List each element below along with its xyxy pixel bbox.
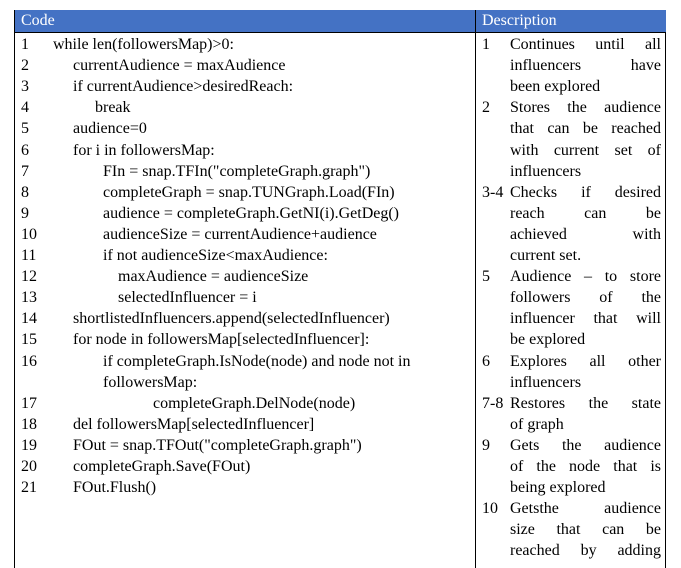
line-number: 9 bbox=[21, 204, 29, 222]
description-line bbox=[478, 76, 664, 97]
line-number: 4 bbox=[21, 99, 29, 117]
description-text: Continues until all bbox=[510, 36, 661, 53]
description-line bbox=[478, 519, 664, 540]
description-line bbox=[478, 266, 664, 287]
code-text: while len(followersMap)>0: bbox=[53, 36, 234, 53]
description-text: influencer that will bbox=[510, 310, 661, 328]
line-number: 15 bbox=[21, 331, 37, 349]
line-number: 19 bbox=[21, 436, 37, 454]
description-text: Gets the audience bbox=[510, 436, 661, 454]
code-description-table bbox=[14, 10, 666, 568]
description-line bbox=[478, 55, 664, 76]
code-text: completeGraph.DelNode(node) bbox=[153, 394, 356, 412]
description-line bbox=[478, 34, 664, 55]
code-text: FOut.Flush() bbox=[73, 479, 157, 497]
code-text: for i in followersMap: bbox=[73, 141, 215, 159]
description-text: Restores the state bbox=[510, 394, 661, 412]
description-line bbox=[478, 351, 664, 372]
code-text: if not audienceSize<maxAudience: bbox=[103, 247, 328, 264]
description-line bbox=[478, 414, 664, 435]
line-number: 21 bbox=[21, 479, 37, 497]
description-text: size that can be bbox=[510, 521, 661, 539]
description-line bbox=[478, 477, 664, 498]
description-text: reached by adding bbox=[510, 542, 661, 560]
description-line bbox=[478, 118, 664, 139]
description-line bbox=[478, 372, 664, 393]
description-step-number: 3-4 bbox=[482, 183, 504, 201]
description-line bbox=[478, 393, 664, 414]
code-text: currentAudience = maxAudience bbox=[73, 57, 286, 75]
description-line bbox=[478, 224, 664, 245]
description-text: Getsthe audience bbox=[510, 500, 661, 518]
description-text: being explored bbox=[510, 479, 606, 497]
description-line bbox=[478, 456, 664, 477]
description-step-number: 2 bbox=[482, 99, 490, 117]
description-text: Checks if desired bbox=[510, 183, 661, 201]
code-text: followersMap: bbox=[103, 373, 198, 391]
line-number: 20 bbox=[21, 458, 37, 475]
line-number: 5 bbox=[21, 120, 29, 138]
line-number: 16 bbox=[21, 352, 37, 370]
description-line bbox=[478, 203, 664, 224]
description-text: followers of the bbox=[510, 289, 661, 307]
description-step-number: 6 bbox=[482, 352, 490, 370]
description-line bbox=[478, 97, 664, 118]
description-line bbox=[478, 161, 664, 182]
description-line bbox=[478, 287, 664, 308]
code-text: audience = completeGraph.GetNI(i).GetDeg() bbox=[103, 204, 399, 222]
description-text: be explored bbox=[510, 331, 586, 349]
code-text: if completeGraph.IsNode(node) and node not in bbox=[103, 352, 411, 370]
line-number: 2 bbox=[21, 57, 29, 75]
description-step-number: 5 bbox=[482, 268, 490, 286]
description-line bbox=[478, 182, 664, 203]
header-divider bbox=[15, 32, 665, 33]
description-text: current set. bbox=[510, 247, 582, 264]
description-line bbox=[478, 498, 664, 519]
line-number: 14 bbox=[21, 310, 37, 328]
description-text: reach can be bbox=[510, 204, 661, 222]
code-column-header: Code bbox=[15, 10, 475, 32]
description-text: of the node that is bbox=[510, 458, 661, 475]
line-number: 7 bbox=[21, 162, 29, 180]
code-text: if currentAudience>desiredReach: bbox=[73, 78, 294, 96]
description-line bbox=[478, 140, 664, 161]
description-text: Audience – to store bbox=[510, 268, 661, 286]
description-text: Stores the audience bbox=[510, 99, 661, 117]
code-text: break bbox=[95, 99, 131, 117]
description-step-number: 10 bbox=[482, 500, 498, 518]
line-number: 10 bbox=[21, 225, 37, 243]
code-text: FOut = snap.TFOut("completeGraph.graph") bbox=[73, 436, 362, 454]
line-number: 1 bbox=[21, 36, 29, 53]
description-text: achieved with bbox=[510, 225, 661, 243]
description-text: influencers bbox=[510, 373, 582, 391]
code-text: maxAudience = audienceSize bbox=[118, 268, 309, 286]
code-text: shortlistedInfluencers.append(selectedInfluencer) bbox=[73, 310, 390, 328]
description-step-number: 7-8 bbox=[482, 394, 504, 412]
code-text: for node in followersMap[selectedInfluencer]: bbox=[73, 331, 370, 349]
description-line bbox=[478, 245, 664, 266]
line-number: 12 bbox=[21, 268, 37, 286]
code-text: completeGraph = snap.TUNGraph.Load(FIn) bbox=[103, 183, 395, 201]
description-line bbox=[478, 435, 664, 456]
description-text: with current set of bbox=[510, 141, 661, 159]
description-line bbox=[478, 329, 664, 350]
description-line bbox=[478, 540, 664, 561]
description-text: Explores all other bbox=[510, 352, 661, 370]
line-number: 3 bbox=[21, 78, 29, 96]
description-text: influencers bbox=[510, 162, 582, 180]
code-text: selectedInfluencer = i bbox=[118, 289, 257, 307]
description-text: been explored bbox=[510, 78, 601, 96]
line-number: 17 bbox=[21, 394, 37, 412]
description-text: influencers have bbox=[510, 57, 661, 75]
description-step-number: 9 bbox=[482, 436, 490, 454]
code-text: del followersMap[selectedInfluencer] bbox=[73, 415, 315, 433]
line-number: 6 bbox=[21, 141, 29, 159]
description-line bbox=[478, 308, 664, 329]
description-text: that can be reached bbox=[510, 120, 661, 138]
code-text: completeGraph.Save(FOut) bbox=[73, 458, 251, 475]
code-text: FIn = snap.TFIn("completeGraph.graph") bbox=[103, 162, 371, 180]
column-divider bbox=[475, 10, 476, 568]
line-number: 13 bbox=[21, 289, 37, 307]
code-text: audienceSize = currentAudience+audience bbox=[103, 225, 377, 243]
description-column-header: Description bbox=[476, 10, 666, 32]
line-number: 8 bbox=[21, 183, 29, 201]
description-step-number: 1 bbox=[482, 36, 490, 53]
description-text: of graph bbox=[510, 415, 564, 433]
line-number: 11 bbox=[21, 247, 37, 264]
code-text: audience=0 bbox=[73, 120, 147, 138]
line-number: 18 bbox=[21, 415, 37, 433]
